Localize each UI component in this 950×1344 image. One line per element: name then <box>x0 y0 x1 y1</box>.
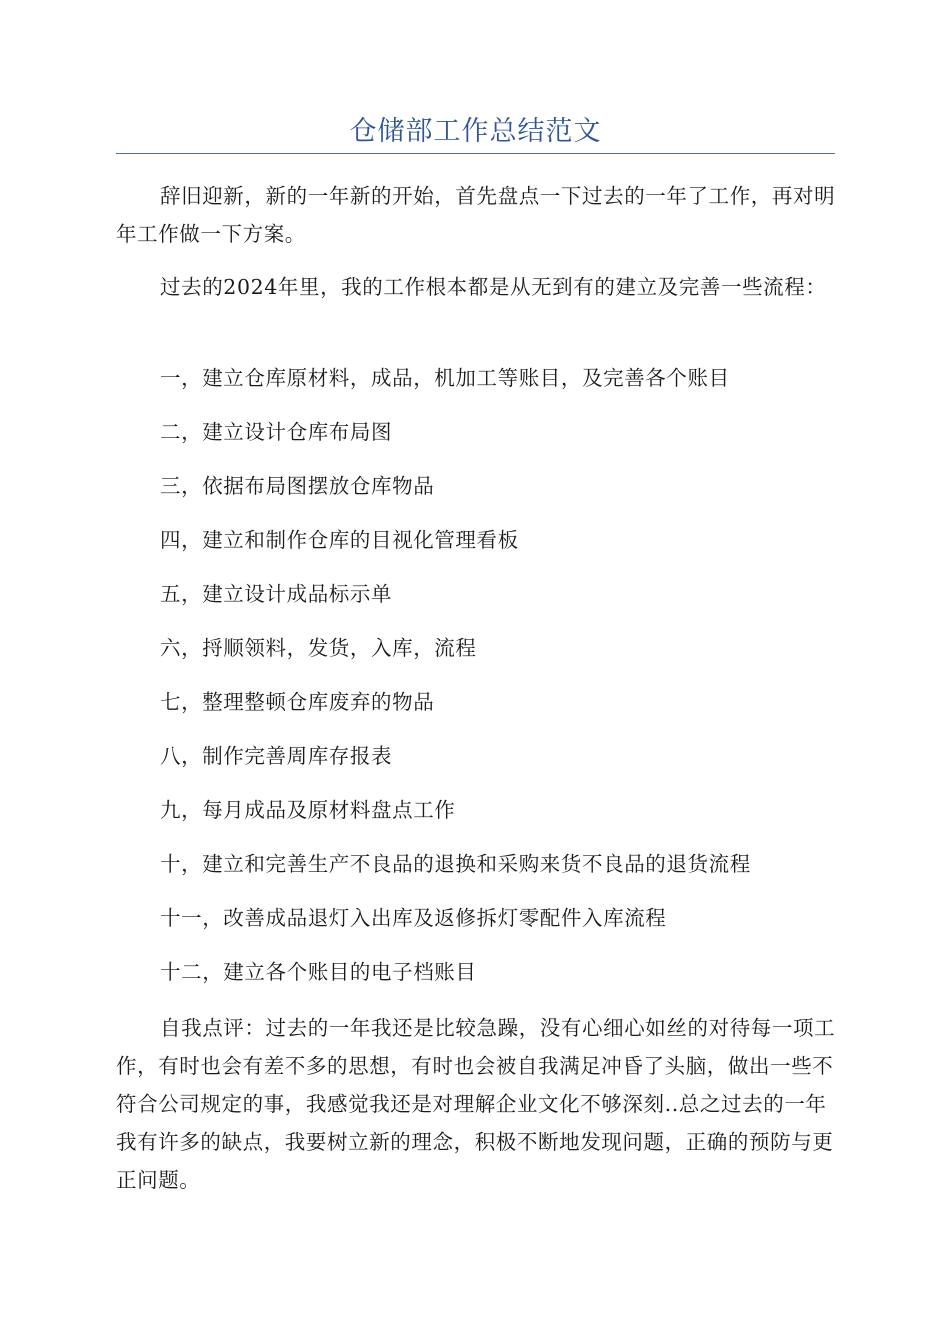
list-item: 十，建立和完善生产不良品的退换和采购来货不良品的退货流程 <box>160 852 751 876</box>
list-item: 一，建立仓库原材料，成品，机加工等账目，及完善各个账目 <box>160 366 730 390</box>
list-item: 三，依据布局图摆放仓库物品 <box>160 474 435 498</box>
list-item: 四，建立和制作仓库的目视化管理看板 <box>160 528 519 552</box>
document-title: 仓储部工作总结范文 <box>349 116 602 147</box>
list-item: 九，每月成品及原材料盘点工作 <box>160 798 456 822</box>
list-item: 十一，改善成品退灯入出库及返修拆灯零配件入库流程 <box>160 906 667 930</box>
list-item: 十二，建立各个账目的电子档账目 <box>160 960 477 984</box>
list-item: 五，建立设计成品标示单 <box>160 582 393 606</box>
list-item: 六，捋顺领料，发货，入库，流程 <box>160 636 477 660</box>
list-item: 二，建立设计仓库布局图 <box>160 420 393 444</box>
list-item: 七，整理整顿仓库废弃的物品 <box>160 690 435 714</box>
self-review-paragraph: 自我点评：过去的一年我还是比较急躁，没有心细心如丝的对待每一项工作，有时也会有差不多的思想，有时也会被自我满足冲昏了头脑，做出一些不符合公司规定的事，我感觉我还是对理解企业文化不够深刻..总之过去的一年我有许多的缺点，我要树立新的理念，积极不断地发现问题，正确的预防与更正问题。 <box>116 1016 836 1192</box>
title-underline <box>116 153 835 154</box>
year-paragraph: 过去的2024年里，我的工作根本都是从无到有的建立及完善一些流程： <box>160 275 827 299</box>
intro-paragraph: 辞旧迎新，新的一年新的开始，首先盘点一下过去的一年了工作，再对明年工作做一下方案。 <box>116 184 836 246</box>
list-item: 八，制作完善周库存报表 <box>160 744 393 768</box>
